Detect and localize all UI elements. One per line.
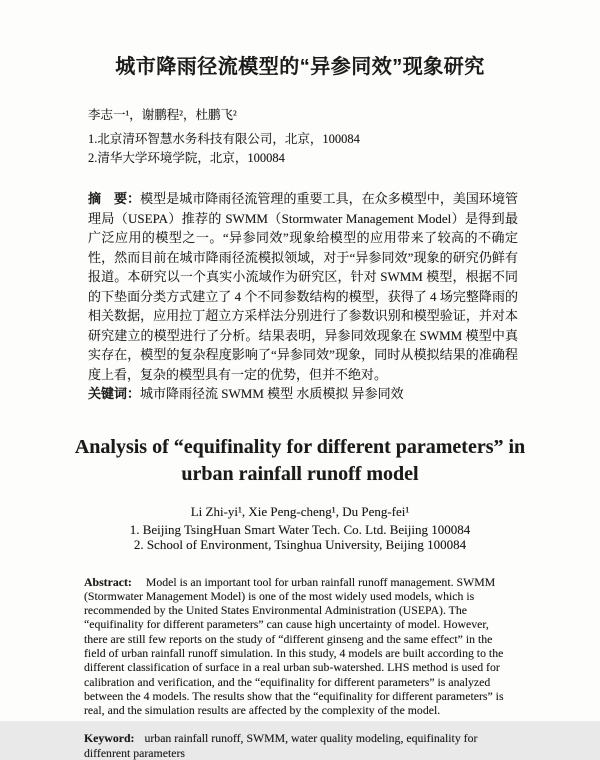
cn-keywords-text: 城市降雨径流 SWMM 模型 水质模拟 异参同效 bbox=[140, 386, 404, 401]
en-affiliation-2: 2. School of Environment, Tsinghua University, Beijing 100084 bbox=[133, 537, 467, 552]
cn-abstract-label: 摘 要： bbox=[88, 191, 141, 206]
cn-affiliation-1: 1.北京清环智慧水务科技有限公司，北京，100084 bbox=[88, 132, 360, 146]
en-keywords-text: urban rainfall runoff, SWMM, water quality modeling, equifinality for diffenrent parameters bbox=[84, 731, 478, 760]
en-abstract bbox=[84, 575, 505, 718]
cn-paper-title: 城市降雨径流模型的“异参同效”现象研究 bbox=[115, 56, 485, 78]
en-author-line: Li Zhi-yi¹, Xie Peng-cheng¹, Du Peng-fei¹ bbox=[190, 503, 410, 519]
en-paper-title: Analysis of “equifinality for different parameters” in urban rainfall runoff model bbox=[74, 435, 526, 485]
cn-keywords-label: 关键词： bbox=[88, 386, 141, 401]
en-abstract-text: Model is an important tool for urban rainfall runoff management. SWMM (Stormwater Management Model) is one of the most widely used models, which is recommended by the United States Environmental Administration (USEPA). The “equifinality for different parameters” can cause high uncertainty of model. However, there are still few reports on the study of “different ginseng and the same effect” in the field of urban rainfall runoff simulation. In this study, 4 models are built according to the different classification of surface in a real urban sub-watershed. LHS method is used for calibration and verification, and the “equifinality for different parameters” is analyzed between the 4 models. The results show that the “equifinality for different parameters” is real, and the simulation results are affected by the complexity of the model. bbox=[84, 574, 504, 718]
en-keywords-label: Keyword: bbox=[84, 731, 135, 746]
en-keywords bbox=[84, 731, 505, 760]
cn-affiliations bbox=[88, 130, 518, 167]
cn-abstract-text: 模型是城市降雨径流管理的重要工具，在众多模型中，美国环境管理局（USEPA）推荐的 SWMM（Stormwater Management Model）是得到最广泛应用的模型之一。“异参同效”现象给模型的应用带来了较高的不确定性，然而目前在城市降雨径流模拟领域，对于“异参同效”现象的研究仍鲜有报道。本研究以一个真实小流域作为研究区，针对 SWMM 模型，根据不同的下垫面分类方式建立了 4 个不同参数结构的模型，获得了 4 场完整降雨的相关数据，应用拉丁超立方采样法分别进行了参数识别和模型验证，并对本研究建立的模型进行了分析。结果表明，异参同效现象在 SWMM 模型中真实存在，模型的复杂程度影响了“异参同效”现象，同时从模拟结果的准确程度上看，复杂的模型具有一定的优势，但并不绝对。 bbox=[88, 191, 518, 382]
cn-keywords bbox=[88, 384, 518, 404]
cn-author-line: 李志一¹，谢鹏程²，杜鹏飞² bbox=[88, 108, 237, 122]
en-affiliations bbox=[0, 522, 600, 553]
cn-affiliation-2: 2.清华大学环境学院，北京，100084 bbox=[88, 150, 285, 165]
cn-abstract bbox=[88, 189, 518, 384]
en-affiliation-1: 1. Beijing TsingHuan Smart Water Tech. Co. Ltd. Beijing 100084 bbox=[129, 521, 471, 537]
en-abstract-label: Abstract: bbox=[84, 574, 132, 589]
